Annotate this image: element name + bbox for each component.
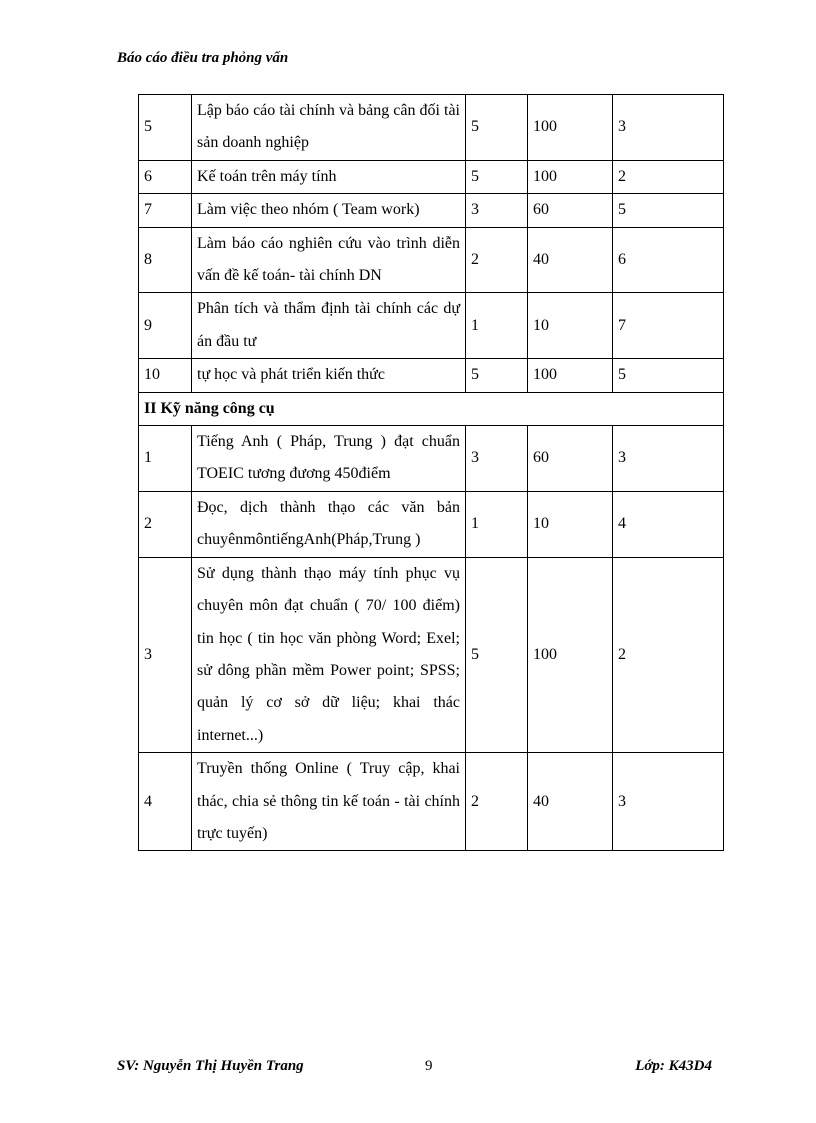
- survey-table: [138, 94, 724, 851]
- row-number: 7: [139, 194, 192, 227]
- row-percent: 10: [528, 293, 613, 359]
- row-content: Làm báo cáo nghiên cứu vào trình diễn vấn đề kế toán- tài chính DN: [192, 227, 466, 293]
- row-number: 4: [139, 753, 192, 851]
- table-row: [139, 753, 724, 851]
- row-rank: 2: [613, 557, 724, 752]
- row-rank: 3: [613, 95, 724, 161]
- section-row: [139, 392, 724, 425]
- row-content: Phân tích và thẩm định tài chính các dự án đầu tư: [192, 293, 466, 359]
- table-row: [139, 293, 724, 359]
- table-row: [139, 557, 724, 752]
- row-rank: 3: [613, 753, 724, 851]
- table-row: [139, 426, 724, 492]
- row-percent: 60: [528, 194, 613, 227]
- row-number: 5: [139, 95, 192, 161]
- row-score: 5: [466, 160, 528, 193]
- row-score: 3: [466, 426, 528, 492]
- row-score: 2: [466, 227, 528, 293]
- section-title: II Kỹ năng công cụ: [139, 392, 724, 425]
- table-row: [139, 194, 724, 227]
- row-content: Lập báo cáo tài chính và bảng cân đối tài sản doanh nghiệp: [192, 95, 466, 161]
- row-score: 1: [466, 293, 528, 359]
- row-percent: 100: [528, 557, 613, 752]
- row-content: Kế toán trên máy tính: [192, 160, 466, 193]
- row-number: 10: [139, 359, 192, 392]
- row-rank: 5: [613, 194, 724, 227]
- table-row: [139, 95, 724, 161]
- row-score: 5: [466, 557, 528, 752]
- row-score: 2: [466, 753, 528, 851]
- row-content: Truyền thống Online ( Truy cập, khai thác, chia sẻ thông tin kế toán - tài chính trực tuyến): [192, 753, 466, 851]
- row-percent: 40: [528, 227, 613, 293]
- row-rank: 2: [613, 160, 724, 193]
- row-rank: 7: [613, 293, 724, 359]
- row-number: 1: [139, 426, 192, 492]
- row-content: Đọc, dịch thành thạo các văn bản chuyênmôntiếngAnh(Pháp,Trung ): [192, 491, 466, 557]
- row-score: 5: [466, 359, 528, 392]
- row-percent: 100: [528, 160, 613, 193]
- table-row: [139, 359, 724, 392]
- row-score: 1: [466, 491, 528, 557]
- row-content: Tiếng Anh ( Pháp, Trung ) đạt chuẩn TOEIC tương đương 450điểm: [192, 426, 466, 492]
- row-percent: 10: [528, 491, 613, 557]
- row-number: 9: [139, 293, 192, 359]
- row-number: 3: [139, 557, 192, 752]
- row-rank: 5: [613, 359, 724, 392]
- row-content: tự học và phát triển kiến thức: [192, 359, 466, 392]
- row-content: Sử dụng thành thạo máy tính phục vụ chuyên môn đạt chuẩn ( 70/ 100 điểm) tin học ( tin học văn phòng Word; Exel; sử dông phần mềm Power point; SPSS; quản lý cơ sở dữ liệu; khai thác internet...): [192, 557, 466, 752]
- footer-student: SV: Nguyễn Thị Huyền Trang: [117, 1058, 304, 1074]
- table-row: [139, 227, 724, 293]
- row-score: 3: [466, 194, 528, 227]
- row-number: 8: [139, 227, 192, 293]
- row-percent: 100: [528, 359, 613, 392]
- row-percent: 100: [528, 95, 613, 161]
- table-row: [139, 491, 724, 557]
- footer-class: Lớp: K43D4: [635, 1058, 712, 1074]
- row-number: 6: [139, 160, 192, 193]
- row-percent: 40: [528, 753, 613, 851]
- row-rank: 3: [613, 426, 724, 492]
- row-number: 2: [139, 491, 192, 557]
- footer-page-number: 9: [425, 1058, 433, 1074]
- row-percent: 60: [528, 426, 613, 492]
- row-rank: 6: [613, 227, 724, 293]
- table-row: [139, 160, 724, 193]
- page-header: Báo cáo điều tra phỏng vấn: [117, 50, 289, 66]
- row-score: 5: [466, 95, 528, 161]
- row-content: Làm việc theo nhóm ( Team work): [192, 194, 466, 227]
- row-rank: 4: [613, 491, 724, 557]
